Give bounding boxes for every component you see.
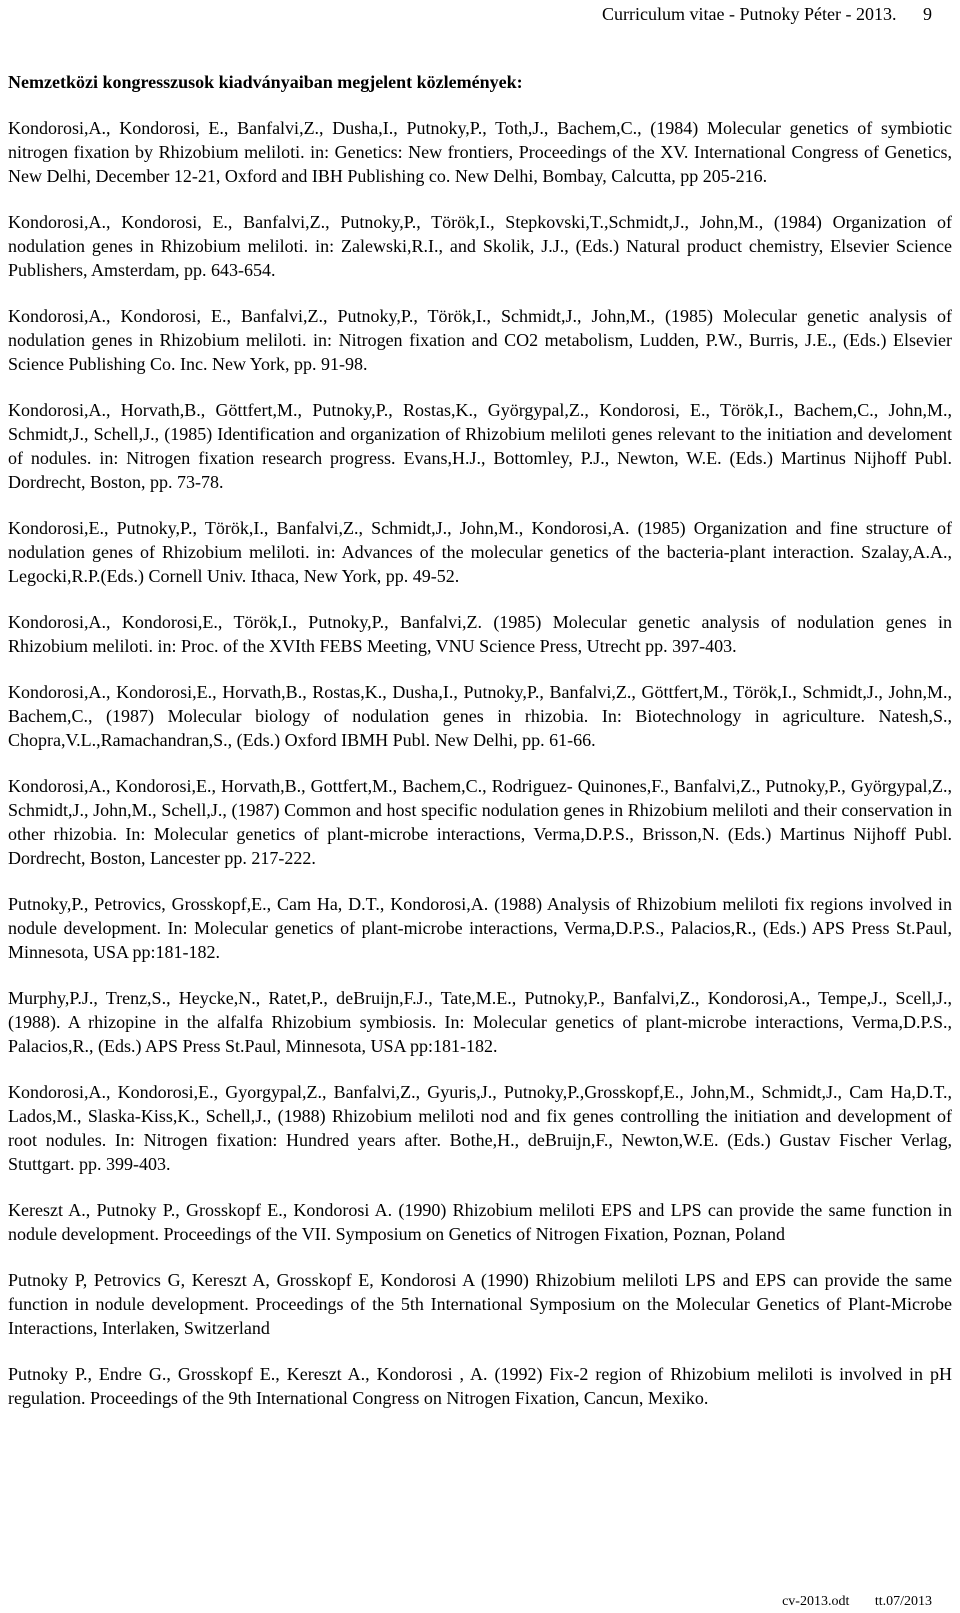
publication-entry: Putnoky,P., Petrovics, Grosskopf,E., Cam Ha, D.T., Kondorosi,A. (1988) Analysis of Rhizobium meliloti fix regions involved in nodule development. In: Molecular genetics of plant-microbe interactions, Verma,D.P.S., Palacios,R., (Eds.) APS Press St.Paul, Minnesota, USA pp:181-182.: [8, 894, 952, 962]
publication-entry: Kondorosi,A., Kondorosi, E., Banfalvi,Z., Putnoky,P., Török,I., Schmidt,J., John,M., (1985) Molecular genetic analysis of nodulation genes in Rhizobium meliloti. in: Nitrogen fixation and CO2 metabolism, Ludden, P.W., Burris, J.E., (Eds.) Elsevier Science Publishing Co. Inc. New York, pp. 91-98.: [8, 306, 952, 374]
footer-filename: cv-2013.odt: [782, 1594, 850, 1609]
publication-entry: Kondorosi,A., Kondorosi,E., Gyorgypal,Z., Banfalvi,Z., Gyuris,J., Putnoky,P.,Grosskopf,E., John,M., Schmidt,J., Cam Ha,D.T., Lados,M., Slaska-Kiss,K., Schell,J., (1988) Rhizobium meliloti nod and fix genes controlling the initiation and development of root nodules. In: Nitrogen fixation: Hundred years after. Bothe,H., deBruijn,F., Newton,W.E. (Eds.) Gustav Fischer Verlag, Stuttgart. pp. 399-403.: [8, 1082, 952, 1174]
publication-entry: Kondorosi,A., Kondorosi, E., Banfalvi,Z., Putnoky,P., Török,I., Stepkovski,T.,Schmidt,J., John,M., (1984) Organization of nodulation genes in Rhizobium meliloti. in: Zalewski,R.I., and Skolik, J.J., (Eds.) Natural product chemistry, Elsevier Science Publishers, Amsterdam, pp. 643-654.: [8, 212, 952, 280]
publication-entry: Murphy,P.J., Trenz,S., Heycke,N., Ratet,P., deBruijn,F.J., Tate,M.E., Putnoky,P., Banfalvi,Z., Kondorosi,A., Tempe,J., Scell,J., (1988). A rhizopine in the alfalfa Rhizobium symbiosis. In: Molecular genetics of plant-microbe interactions, Verma,D.P.S., Palacios,R., (Eds.) APS Press St.Paul, Minnesota, USA pp:181-182.: [8, 988, 952, 1056]
publication-entry: Kondorosi,A., Kondorosi,E., Horvath,B., Rostas,K., Dusha,I., Putnoky,P., Banfalvi,Z., Göttfert,M., Török,I., Schmidt,J., John,M., Bachem,C., (1987) Molecular biology of nodulation genes in rhizobia. In: Biotechnology in agriculture. Natesh,S., Chopra,V.L.,Ramachandran,S., (Eds.) Oxford IBMH Publ. New Delhi, pp. 61-66.: [8, 682, 952, 750]
publication-entry: Putnoky P., Endre G., Grosskopf E., Kereszt A., Kondorosi , A. (1992) Fix-2 region of Rhizobium meliloti is involved in pH regulation. Proceedings of the 9th International Congress on Nitrogen Fixation, Cancun, Mexiko.: [8, 1364, 952, 1408]
publication-entry: Kondorosi,A., Horvath,B., Göttfert,M., Putnoky,P., Rostas,K., Györgypal,Z., Kondorosi, E., Török,I., Bachem,C., John,M., Schmidt,J., Schell,J., (1985) Identification and organization of Rhizobium meliloti genes relevant to the initiation and develoment of nodules. in: Nitrogen fixation research progress. Evans,H.J., Bottomley, P.J., Newton, W.E. (Eds.) Martinus Nijhoff Publ. Dordrecht, Boston, pp. 73-78.: [8, 400, 952, 492]
publication-list: [8, 70, 952, 1432]
publication-entry: Kondorosi,A., Kondorosi,E., Török,I., Putnoky,P., Banfalvi,Z. (1985) Molecular genetic analysis of nodulation genes in Rhizobium meliloti. in: Proc. of the XVIth FEBS Meeting, VNU Science Press, Utrecht pp. 397-403.: [8, 612, 952, 656]
footer-code: tt.07/2013: [874, 1594, 932, 1609]
publication-entry: Kondorosi,A., Kondorosi, E., Banfalvi,Z., Dusha,I., Putnoky,P., Toth,J., Bachem,C., (1984) Molecular genetics of symbiotic nitrogen fixation by Rhizobium meliloti. in: Genetics: New frontiers, Proceedings of the XV. International Congress of Genetics, New Delhi, December 12-21, Oxford and IBH Publishing co. New Delhi, Bombay, Calcutta, pp 205-216.: [8, 118, 952, 186]
header-title: Curriculum vitae - Putnoky Péter - 2013.: [602, 4, 897, 24]
publication-entry: Kondorosi,A., Kondorosi,E., Horvath,B., Gottfert,M., Bachem,C., Rodriguez- Quinones,F., Banfalvi,Z., Putnoky,P., Györgypal,Z., Schmidt,J., John,M., Schell,J., (1987) Common and host specific nodulation genes in Rhizobium meliloti and their conservation in other rhizobia. In: Molecular genetics of plant-microbe interactions, Verma,D.P.S., Brisson,N. (Eds.) Martinus Nijhoff Publ. Dordrecht, Boston, Lancester pp. 217-222.: [8, 776, 952, 868]
publication-entry: Putnoky P, Petrovics G, Kereszt A, Grosskopf E, Kondorosi A (1990) Rhizobium meliloti LPS and EPS can provide the same function in nodule development. Proceedings of the 5th International Symposium on the Molecular Genetics of Plant-Microbe Interactions, Interlaken, Switzerland: [8, 1270, 952, 1338]
page-header: [602, 2, 932, 26]
publication-entry: Kereszt A., Putnoky P., Grosskopf E., Kondorosi A. (1990) Rhizobium meliloti EPS and LPS can provide the same function in nodule development. Proceedings of the VII. Symposium on Genetics of Nitrogen Fixation, Poznan, Poland: [8, 1200, 952, 1244]
page-number: 9: [923, 4, 932, 24]
section-title: Nemzetközi kongresszusok kiadványaiban megjelent közlemények:: [8, 72, 523, 92]
publication-entry: Kondorosi,E., Putnoky,P., Török,I., Banfalvi,Z., Schmidt,J., John,M., Kondorosi,A. (1985) Organization and fine structure of nodulation genes of Rhizobium meliloti. in: Advances of the molecular genetics of the bacteria-plant interaction. Szalay,A.A., Legocki,R.P.(Eds.) Cornell Univ. Ithaca, New York, pp. 49-52.: [8, 518, 952, 586]
page-footer: [782, 1593, 932, 1611]
